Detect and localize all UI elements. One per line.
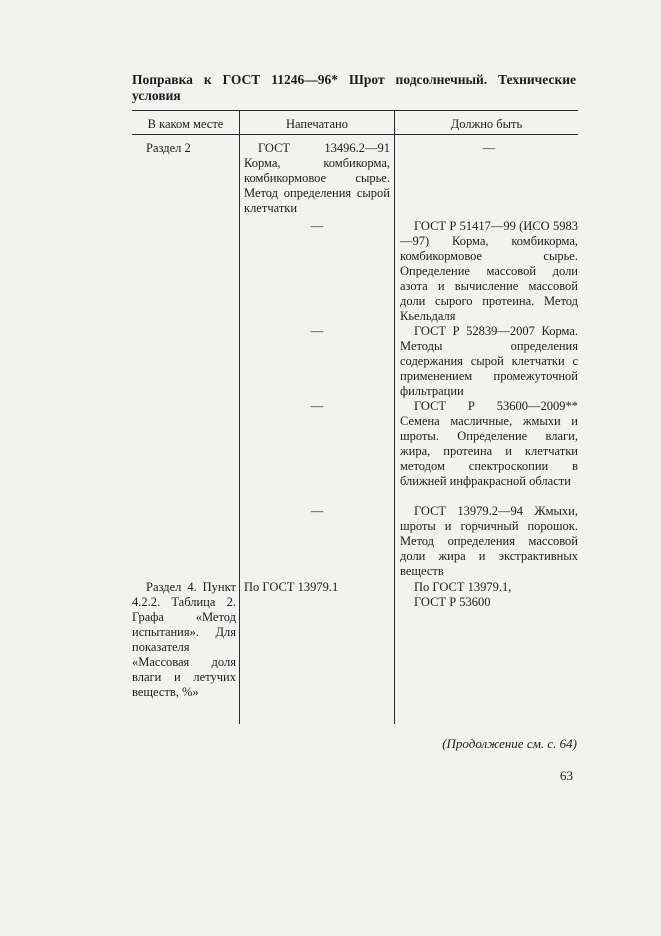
row4-printed: — [310, 399, 324, 413]
header-should-be: Должно быть [450, 117, 523, 131]
page-number: 63 [560, 768, 573, 783]
column-divider-1 [239, 110, 240, 724]
row3-should-be: ГОСТ Р 52839—2007 Корма. Методы определения содержания сырой клетчатки с применением промежуточной фильтрации [400, 324, 578, 398]
row6-should-be: По ГОСТ 13979.1, [414, 580, 512, 594]
row2-printed: — [310, 219, 324, 233]
continuation-note: (Продолжение см. с. 64) [442, 736, 577, 751]
row6-should-be-line2: ГОСТ Р 53600 [414, 595, 491, 609]
row5-printed: — [310, 504, 324, 518]
row1-place: Раздел 2 [146, 141, 191, 155]
row3-printed: — [310, 324, 324, 338]
row5-should-be: ГОСТ 13979.2—94 Жмыхи, шроты и горчичный порошок. Метод определения массовой доли жира и экстрактивных веществ [400, 504, 578, 578]
column-divider-2 [394, 110, 395, 724]
row6-place: Раздел 4. Пункт 4.2.2. Таблица 2. Графа «Метод испытания». Для показателя «Массовая доля влаги и летучих веществ, %» [132, 580, 236, 699]
row2-should-be: ГОСТ Р 51417—99 (ИСО 5983—97) Корма, комбикорма, комбикормовое сырье. Определение массовой доли азота и вычисление массовой доли сырого протеина. Метод Кьельдаля [400, 219, 578, 323]
table-header-rule [132, 134, 578, 135]
row1-printed: ГОСТ 13496.2—91 Корма, комбикорма, комбикормовое сырье. Метод определения сырой клетчатки [244, 141, 390, 215]
header-place: В каком месте [147, 117, 224, 131]
table-top-rule [132, 110, 578, 111]
header-printed: Напечатано [286, 117, 348, 131]
row1-should-be: — [482, 141, 496, 155]
row4-should-be: ГОСТ Р 53600—2009** Семена масличные, жмыхи и шроты. Определение влаги, жира, протеина и клетчатки методом спектроскопии в ближней инфракрасной области [400, 399, 578, 488]
document-title: Поправка к ГОСТ 11246—96* Шрот подсолнечный. Технические условия [132, 72, 576, 103]
row6-printed: По ГОСТ 13979.1 [244, 580, 339, 594]
